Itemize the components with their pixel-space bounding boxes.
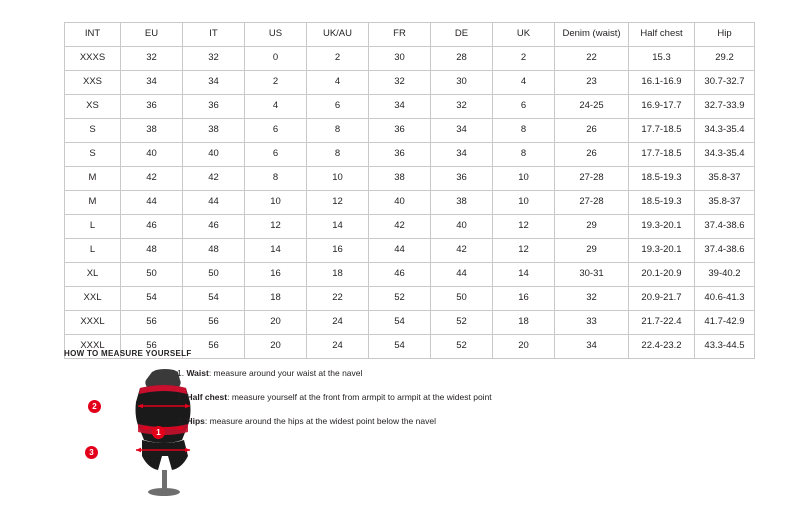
table-cell: 42 bbox=[431, 239, 493, 263]
table-cell: 33 bbox=[555, 311, 629, 335]
table-cell: 40 bbox=[121, 143, 183, 167]
table-cell: 50 bbox=[183, 263, 245, 287]
table-cell: L bbox=[65, 239, 121, 263]
table-cell: 43.3-44.5 bbox=[695, 335, 755, 359]
step-text: : measure yourself at the front from armpit to armpit at the widest point bbox=[227, 392, 492, 403]
table-cell: 12 bbox=[493, 215, 555, 239]
table-cell: 22 bbox=[555, 47, 629, 71]
table-cell: 56 bbox=[183, 335, 245, 359]
table-cell: 48 bbox=[121, 239, 183, 263]
table-cell: 32 bbox=[555, 287, 629, 311]
table-cell: 34 bbox=[369, 95, 431, 119]
table-cell: 24-25 bbox=[555, 95, 629, 119]
table-cell: 29 bbox=[555, 239, 629, 263]
table-cell: M bbox=[65, 167, 121, 191]
table-row bbox=[65, 239, 755, 263]
table-row bbox=[65, 167, 755, 191]
table-cell: 30-31 bbox=[555, 263, 629, 287]
table-cell: 50 bbox=[431, 287, 493, 311]
table-cell: 34 bbox=[555, 335, 629, 359]
table-cell: 12 bbox=[493, 239, 555, 263]
table-cell: 46 bbox=[121, 215, 183, 239]
table-cell: 46 bbox=[183, 215, 245, 239]
table-cell: 24 bbox=[307, 311, 369, 335]
table-row bbox=[65, 287, 755, 311]
table-cell: 40.6-41.3 bbox=[695, 287, 755, 311]
table-cell: 36 bbox=[369, 119, 431, 143]
table-cell: 34 bbox=[431, 119, 493, 143]
table-cell: 41.7-42.9 bbox=[695, 311, 755, 335]
table-cell: 16 bbox=[307, 239, 369, 263]
table-cell: 26 bbox=[555, 119, 629, 143]
table-cell: 10 bbox=[307, 167, 369, 191]
table-header-row bbox=[65, 23, 755, 47]
step-item-2 bbox=[177, 392, 697, 402]
table-cell: 36 bbox=[431, 167, 493, 191]
table-cell: 8 bbox=[307, 143, 369, 167]
table-cell: 42 bbox=[121, 167, 183, 191]
table-cell: 2 bbox=[493, 47, 555, 71]
table-cell: 4 bbox=[245, 95, 307, 119]
table-row bbox=[65, 95, 755, 119]
table-cell: 19.3-20.1 bbox=[629, 239, 695, 263]
table-cell: 4 bbox=[493, 71, 555, 95]
table-cell: 52 bbox=[369, 287, 431, 311]
table-cell: 38 bbox=[183, 119, 245, 143]
table-cell: 12 bbox=[307, 191, 369, 215]
table-row bbox=[65, 311, 755, 335]
table-cell: XXXL bbox=[65, 335, 121, 359]
marker-bullet-2: 2 bbox=[88, 400, 101, 413]
table-cell: 18 bbox=[245, 287, 307, 311]
table-cell: 30 bbox=[431, 71, 493, 95]
table-cell: 20.9-21.7 bbox=[629, 287, 695, 311]
table-cell: 52 bbox=[431, 335, 493, 359]
table-cell: 42 bbox=[183, 167, 245, 191]
table-cell: 39-40.2 bbox=[695, 263, 755, 287]
column-header: INT bbox=[65, 23, 121, 47]
step-term: Hips bbox=[186, 416, 205, 427]
table-cell: 10 bbox=[493, 167, 555, 191]
table-cell: 29.2 bbox=[695, 47, 755, 71]
table-cell: 10 bbox=[493, 191, 555, 215]
table-row bbox=[65, 215, 755, 239]
step-number: 1. bbox=[177, 368, 185, 378]
table-cell: 56 bbox=[183, 311, 245, 335]
table-cell: 22.4-23.2 bbox=[629, 335, 695, 359]
column-header: Hip bbox=[695, 23, 755, 47]
table-cell: 16 bbox=[493, 287, 555, 311]
measurement-steps bbox=[177, 368, 697, 441]
table-cell: 44 bbox=[369, 239, 431, 263]
table-row bbox=[65, 263, 755, 287]
table-row bbox=[65, 143, 755, 167]
table-cell: 14 bbox=[493, 263, 555, 287]
table-cell: 18.5-19.3 bbox=[629, 167, 695, 191]
column-header: DE bbox=[431, 23, 493, 47]
table-cell: 35.8-37 bbox=[695, 167, 755, 191]
table-cell: 6 bbox=[493, 95, 555, 119]
table-cell: XXXS bbox=[65, 47, 121, 71]
table-cell: 30.7-32.7 bbox=[695, 71, 755, 95]
table-cell: 38 bbox=[369, 167, 431, 191]
how-to-measure-title: HOW TO MEASURE YOURSELF bbox=[64, 349, 192, 358]
table-cell: 20.1-20.9 bbox=[629, 263, 695, 287]
table-cell: 4 bbox=[307, 71, 369, 95]
table-cell: 50 bbox=[121, 263, 183, 287]
table-cell: 44 bbox=[431, 263, 493, 287]
table-cell: 54 bbox=[369, 311, 431, 335]
column-header: US bbox=[245, 23, 307, 47]
table-cell: 16.1-16.9 bbox=[629, 71, 695, 95]
marker-bullet-3: 3 bbox=[85, 446, 98, 459]
table-cell: 19.3-20.1 bbox=[629, 215, 695, 239]
table-row bbox=[65, 191, 755, 215]
table-cell: 48 bbox=[183, 239, 245, 263]
table-cell: 36 bbox=[369, 143, 431, 167]
step-term: Waist bbox=[186, 368, 209, 378]
table-cell: 37.4-38.6 bbox=[695, 215, 755, 239]
table-cell: XXXL bbox=[65, 311, 121, 335]
column-header: IT bbox=[183, 23, 245, 47]
table-cell: 34.3-35.4 bbox=[695, 119, 755, 143]
marker-bullet-1: 1 bbox=[152, 426, 165, 439]
table-cell: 8 bbox=[493, 119, 555, 143]
table-cell: 38 bbox=[431, 191, 493, 215]
table-cell: 12 bbox=[245, 215, 307, 239]
table-cell: 6 bbox=[307, 95, 369, 119]
table-cell: 6 bbox=[245, 143, 307, 167]
table-cell: 56 bbox=[121, 335, 183, 359]
table-cell: 8 bbox=[307, 119, 369, 143]
table-cell: 20 bbox=[493, 335, 555, 359]
table-cell: 46 bbox=[369, 263, 431, 287]
table-cell: 15.3 bbox=[629, 47, 695, 71]
table-cell: M bbox=[65, 191, 121, 215]
table-cell: 27-28 bbox=[555, 167, 629, 191]
table-cell: 34 bbox=[121, 71, 183, 95]
table-cell: 32.7-33.9 bbox=[695, 95, 755, 119]
table-cell: 36 bbox=[183, 95, 245, 119]
table-cell: 44 bbox=[121, 191, 183, 215]
table-cell: 40 bbox=[369, 191, 431, 215]
table-cell: 20 bbox=[245, 335, 307, 359]
table-cell: 29 bbox=[555, 215, 629, 239]
table-cell: 35.8-37 bbox=[695, 191, 755, 215]
column-header: EU bbox=[121, 23, 183, 47]
table-cell: 21.7-22.4 bbox=[629, 311, 695, 335]
table-cell: XXL bbox=[65, 287, 121, 311]
size-chart-table bbox=[64, 22, 755, 359]
table-cell: 22 bbox=[307, 287, 369, 311]
table-cell: 34 bbox=[183, 71, 245, 95]
table-cell: 17.7-18.5 bbox=[629, 143, 695, 167]
table-cell: 52 bbox=[431, 311, 493, 335]
step-term: Half chest bbox=[186, 392, 228, 403]
table-cell: 18 bbox=[493, 311, 555, 335]
table-cell: 16.9-17.7 bbox=[629, 95, 695, 119]
table-cell: 23 bbox=[555, 71, 629, 95]
table-row bbox=[65, 47, 755, 71]
table-cell: 6 bbox=[245, 119, 307, 143]
table-cell: 42 bbox=[369, 215, 431, 239]
table-cell: 20 bbox=[245, 311, 307, 335]
column-header: UK bbox=[493, 23, 555, 47]
column-header: FR bbox=[369, 23, 431, 47]
table-cell: 32 bbox=[121, 47, 183, 71]
table-cell: 56 bbox=[121, 311, 183, 335]
table-cell: 40 bbox=[183, 143, 245, 167]
table-cell: XL bbox=[65, 263, 121, 287]
table-cell: 14 bbox=[245, 239, 307, 263]
table-cell: 18 bbox=[307, 263, 369, 287]
table-cell: 2 bbox=[307, 47, 369, 71]
table-cell: 24 bbox=[307, 335, 369, 359]
table-cell: 32 bbox=[431, 95, 493, 119]
table-cell: XXS bbox=[65, 71, 121, 95]
column-header: UK/AU bbox=[307, 23, 369, 47]
table-cell: 34 bbox=[431, 143, 493, 167]
table-cell: 27-28 bbox=[555, 191, 629, 215]
table-cell: 38 bbox=[121, 119, 183, 143]
table-cell: 14 bbox=[307, 215, 369, 239]
table-cell: 32 bbox=[183, 47, 245, 71]
step-item-1 bbox=[177, 368, 697, 378]
step-text: : measure around your waist at the navel bbox=[208, 368, 363, 378]
table-cell: 54 bbox=[183, 287, 245, 311]
table-cell: S bbox=[65, 119, 121, 143]
table-cell: 17.7-18.5 bbox=[629, 119, 695, 143]
column-header: Denim (waist) bbox=[555, 23, 629, 47]
table-row bbox=[65, 119, 755, 143]
table-cell: 40 bbox=[431, 215, 493, 239]
table-cell: 54 bbox=[121, 287, 183, 311]
table-cell: L bbox=[65, 215, 121, 239]
table-cell: S bbox=[65, 143, 121, 167]
table-cell: 32 bbox=[369, 71, 431, 95]
table-cell: 44 bbox=[183, 191, 245, 215]
table-cell: 16 bbox=[245, 263, 307, 287]
table-cell: 8 bbox=[245, 167, 307, 191]
table-cell: 0 bbox=[245, 47, 307, 71]
table-cell: 26 bbox=[555, 143, 629, 167]
table-cell: 28 bbox=[431, 47, 493, 71]
table-cell: 34.3-35.4 bbox=[695, 143, 755, 167]
table-cell: 2 bbox=[245, 71, 307, 95]
table-cell: 54 bbox=[369, 335, 431, 359]
step-number: 2. bbox=[177, 392, 185, 403]
table-cell: 36 bbox=[121, 95, 183, 119]
table-cell: 30 bbox=[369, 47, 431, 71]
step-number: 3. bbox=[177, 416, 185, 427]
step-text: : measure around the hips at the widest point below the navel bbox=[204, 416, 436, 427]
table-cell: 10 bbox=[245, 191, 307, 215]
column-header: Half chest bbox=[629, 23, 695, 47]
table-cell: 18.5-19.3 bbox=[629, 191, 695, 215]
table-cell: 8 bbox=[493, 143, 555, 167]
table-cell: XS bbox=[65, 95, 121, 119]
step-item-3 bbox=[177, 416, 697, 426]
table-cell: 37.4-38.6 bbox=[695, 239, 755, 263]
table-row bbox=[65, 71, 755, 95]
